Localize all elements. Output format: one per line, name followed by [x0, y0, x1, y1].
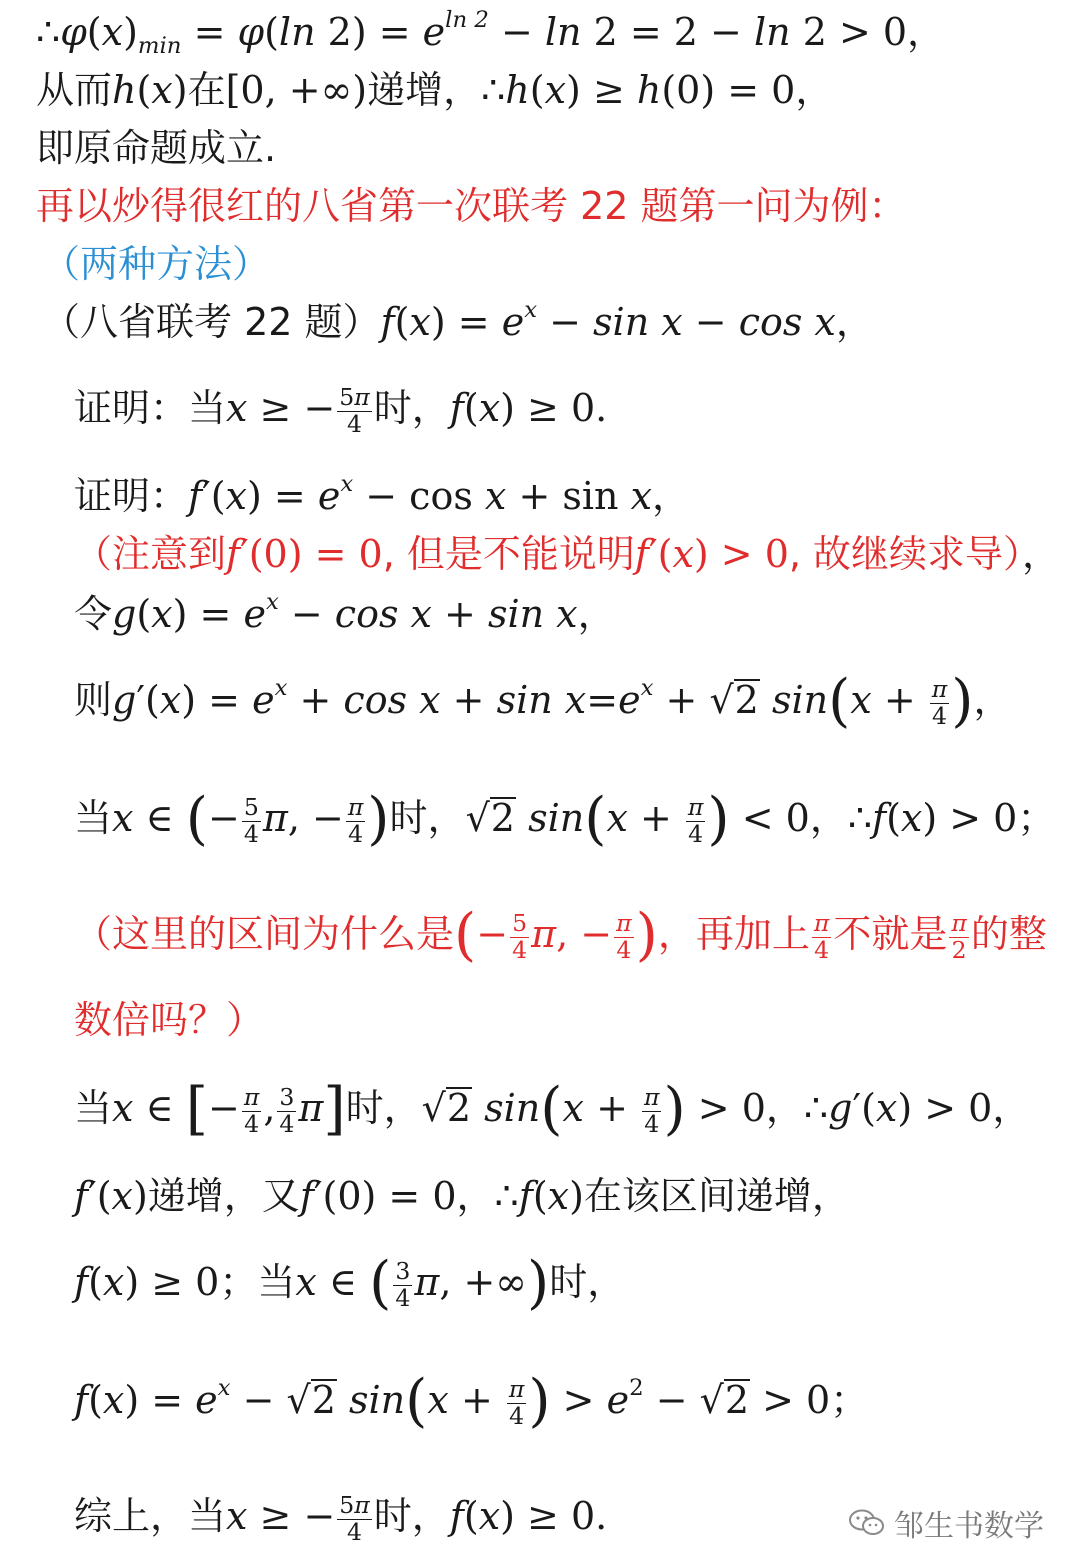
line-interval-negative: 当x ∈ (− $\frac{5}{4}$ π, − $\frac{\pi}{4}$ )时，√2 sin(x + $\frac{\pi}{4}$ ) < 0，∴f(x) > 0； [74, 785, 1056, 852]
line-problem-statement: （八省联考 22 题）$f(x) = e^x - \sin x - \cos x$， [42, 296, 874, 344]
line-red-heading: 再以炒得很红的八省第一次联考 22 题第一问为例： [36, 184, 907, 228]
line-define-g: 令$g(x) = e^x - \cos x + \sin x$， [74, 588, 616, 636]
wechat-icon [848, 1508, 886, 1538]
watermark [848, 1501, 1044, 1545]
line-conclusion: 即原命题成立. [36, 126, 277, 170]
line-summary: 综上，当x ≥ − $\frac{5\pi}{4}$ 时，f(x) ≥ 0. [74, 1491, 608, 1546]
line-g-derivative: 则$g'(x) = e^x + \cos x + \sin x=e^x + √2$ sin(x + $\frac{\pi}{4}$ )， [74, 667, 1012, 734]
line-phi-min: $\therefore\varphi(x)_{min} = \varphi(\ln$ $2) = e^{ln 2} - \ln 2 = 2 - \ln 2 > 0$， [36, 6, 946, 59]
line-interval-positive: 当x ∈ [− $\frac{\pi}{4}$ , $\frac{3}{4}$ π]时，√2 sin(x + $\frac{\pi}{4}$ ) > 0，∴g′(x) > 0， [74, 1075, 1031, 1142]
line-h-increasing: 从而h(x)在[0, +∞)递增，∴h(x) ≥ h(0) = 0， [36, 68, 834, 112]
line-interval-large: f(x) ≥ 0；当x ∈ ( $\frac{3}{4}$ π, +∞)时， [74, 1249, 626, 1316]
line-derivative: 证明：$f'(x) = e^x - \cos x + \sin x$， [74, 470, 691, 518]
line-f-increasing: f′(x)递增，又f′(0) = 0，∴f(x)在该区间递增， [74, 1174, 850, 1218]
watermark-text: 邹生书数学 [894, 1509, 1044, 1544]
line-prove-statement: 证明：当x ≥ − $\frac{5\pi}{4}$ 时，f(x) ≥ 0. [74, 383, 608, 438]
line-red-question-cont: 数倍吗？） [74, 998, 265, 1042]
line-red-question: （这里的区间为什么是(− $\frac{5}{4}$ π, − $\frac{\pi}{4}$ )，再加上 $\frac{\pi}{4}$ 不就是 $\frac{\pi}{2}$ 的整 [74, 901, 1047, 968]
line-red-note-derivative: （注意到f′(0) = 0, 但是不能说明f′(x) > 0, 故继续求导）， [74, 532, 1061, 576]
line-f-bound: $f(x) = e^x - √2$ sin(x + $\frac{\pi}{4}$ ) > $e^2 - √2 > 0$； [74, 1367, 869, 1434]
line-two-methods: （两种方法） [42, 242, 271, 286]
